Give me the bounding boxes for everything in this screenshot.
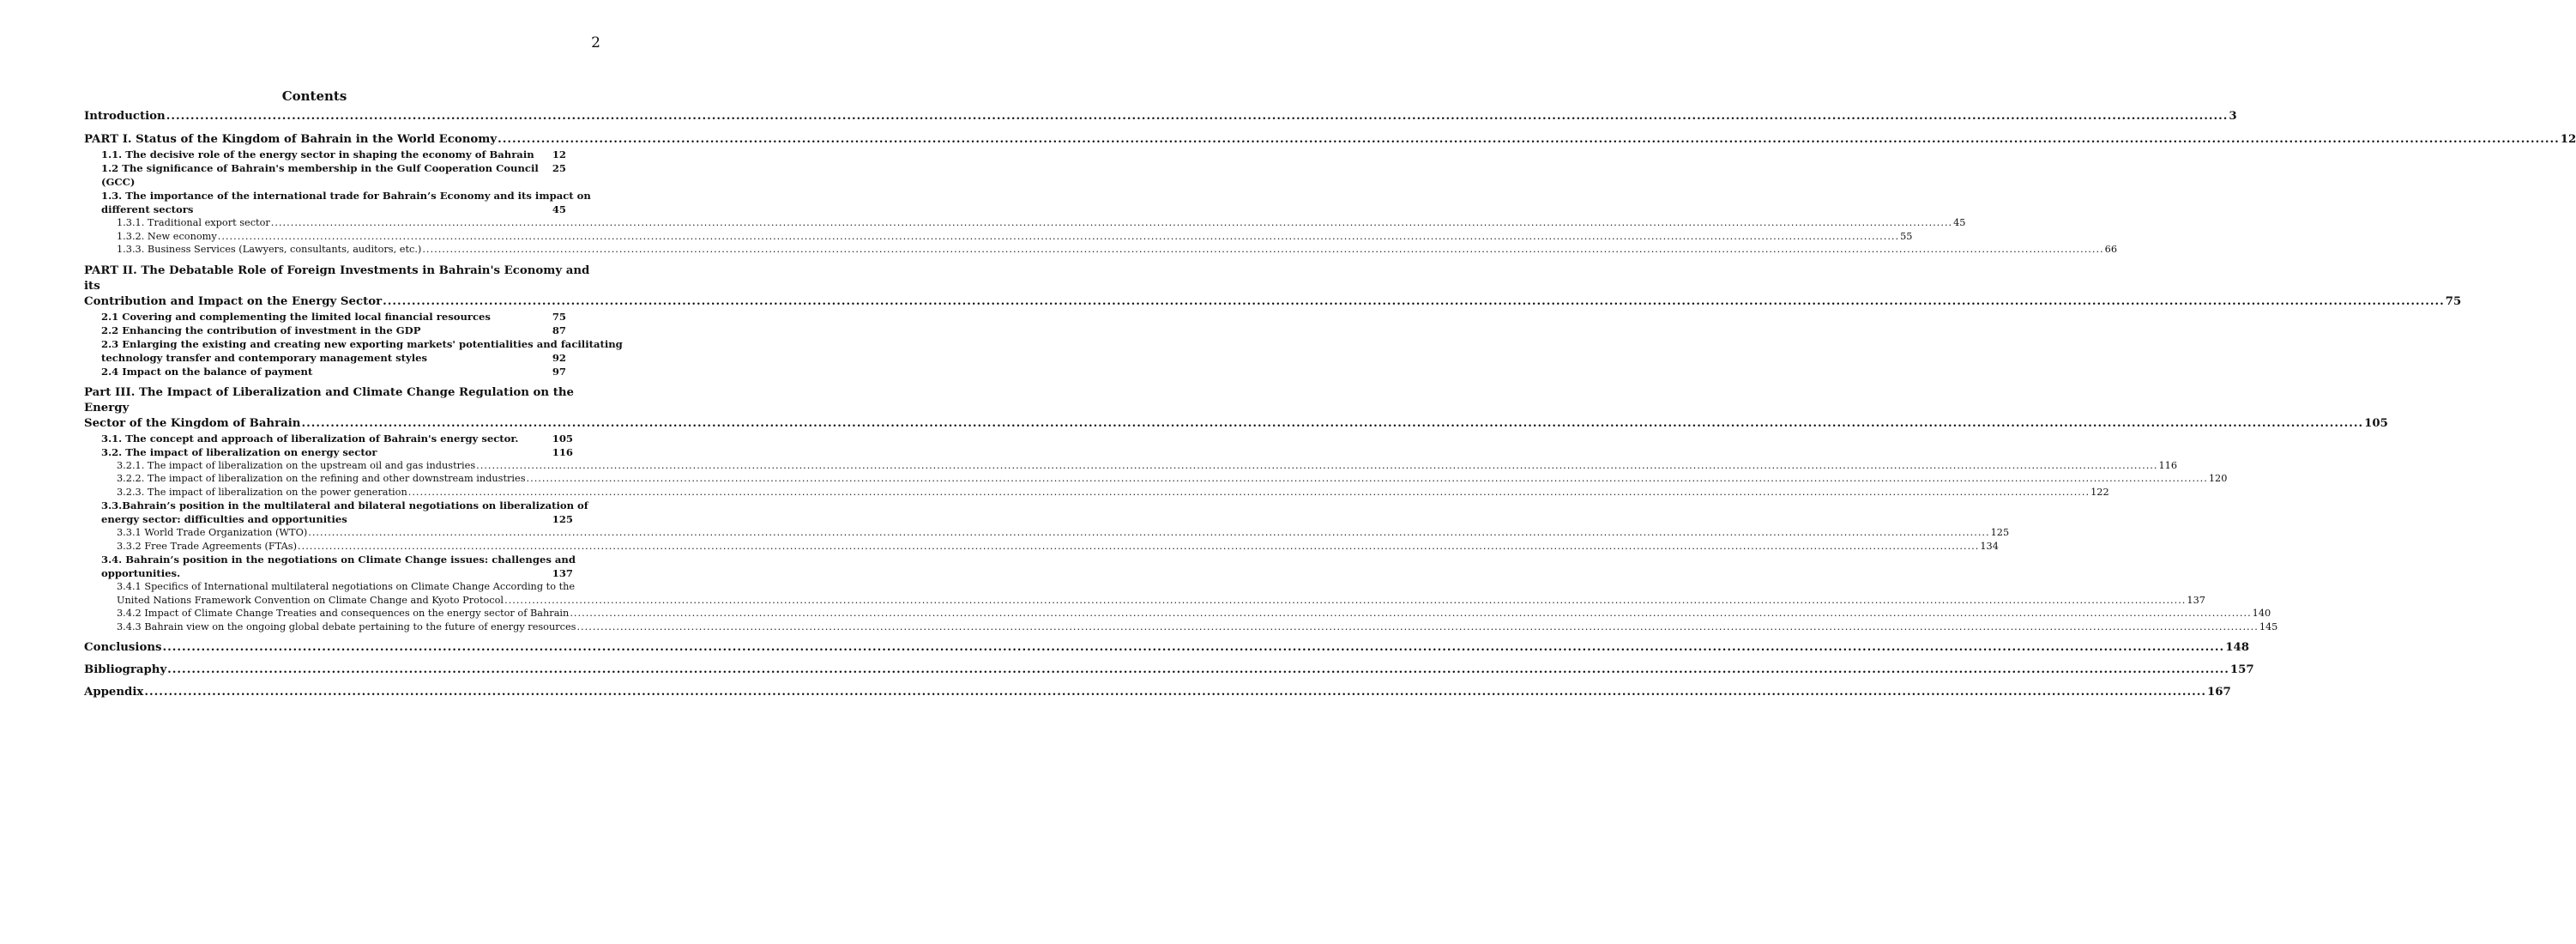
toc-entry-introduction[interactable]: Introduction ..... 3 bbox=[84, 109, 602, 124]
toc-entry-appendix[interactable]: Appendix ..... 167 bbox=[84, 685, 602, 700]
toc-entry-1-3[interactable]: 1.3. The importance of the international trade for Bahrain’s Economy and its impact on different sectors 45 bbox=[101, 190, 591, 215]
toc-entry-2-4[interactable]: 2.4 Impact on the balance of payment 97 bbox=[101, 365, 566, 378]
page-number: 2 bbox=[591, 34, 600, 51]
toc-entry-3-1[interactable]: 3.1. The concept and approach of liberalization of Bahrain's energy sector. 105 bbox=[101, 432, 573, 445]
toc-entry-3-4-3[interactable]: 3.4.3 Bahrain view on the ongoing global debate pertaining to the future of energy resources ..... 145 bbox=[84, 620, 602, 634]
toc-entry-3-2-3[interactable]: 3.2.3. The impact of liberalization on the power generation ..... 122 bbox=[84, 486, 602, 499]
toc-entry-1-3-1[interactable]: 1.3.1. Traditional export sector ..... 45 bbox=[84, 216, 602, 230]
toc-entry-2-3[interactable]: 2.3 Enlarging the existing and creating new exporting markets' potentialities and facilitating technology transfer and contemporary management styles 92 bbox=[101, 337, 623, 364]
toc-entry-1-3-2[interactable]: 1.3.2. New economy ..... 55 bbox=[84, 230, 602, 244]
toc-entry-3-3-1[interactable]: 3.3.1 World Trade Organization (WTO) ..... 125 bbox=[84, 526, 602, 540]
toc-entry-3-4[interactable]: 3.4. Bahrain’s position in the negotiations on Climate Change issues: challenges and opportunities. 137 bbox=[101, 554, 576, 579]
toc-entry-part2[interactable]: PART II. The Debatable Role of Foreign Investments in Bahrain's Economy and its Contribution and Impact on the Energy Sector ..... 75 bbox=[84, 263, 602, 310]
toc-entry-part1[interactable]: PART I. Status of the Kingdom of Bahrain in the World Economy ..... 12 bbox=[84, 132, 602, 148]
toc-entry-2-2[interactable]: 2.2 Enhancing the contribution of investment in the GDP 87 bbox=[101, 324, 566, 336]
toc-entry-3-2-2[interactable]: 3.2.2. The impact of liberalization on the refining and other downstream industries ..... 120 bbox=[84, 472, 602, 486]
toc-entry-3-4-2[interactable]: 3.4.2 Impact of Climate Change Treaties and consequences on the energy sector of Bahrain ..... 140 bbox=[84, 607, 602, 620]
toc-entry-2-1[interactable]: 2.1 Covering and complementing the limited local financial resources 75 bbox=[101, 310, 566, 323]
toc-entry-3-2[interactable]: 3.2. The impact of liberalization on energy sector 116 bbox=[101, 445, 573, 458]
toc-entry-1-3-3[interactable]: 1.3.3. Business Services (Lawyers, consultants, auditors, etc.) ..... 66 bbox=[84, 243, 602, 257]
toc-entry-3-3-2[interactable]: 3.3.2 Free Trade Agreements (FTAs) ..... 134 bbox=[84, 540, 602, 554]
toc-entry-part3[interactable]: Part III. The Impact of Liberalization and Climate Change Regulation on the Energy Sector of the Kingdom of Bahrain ..... 105 bbox=[84, 385, 602, 432]
toc-entry-3-2-1[interactable]: 3.2.1. The impact of liberalization on the upstream oil and gas industries ..... 116 bbox=[84, 459, 602, 473]
toc-entry-1-2[interactable]: 1.2 The significance of Bahrain's membership in the Gulf Cooperation Council (GCC) 25 bbox=[101, 162, 566, 188]
contents-title: Contents bbox=[281, 88, 347, 104]
toc-entry-conclusions[interactable]: Conclusions ..... 148 bbox=[84, 640, 602, 656]
toc-entry-3-4-1[interactable]: 3.4.1 Specifics of International multilateral negotiations on Climate Change According to the United Nations Framework Convention on Climate Change and Kyoto Protocol ..... 137 bbox=[84, 580, 602, 607]
table-of-contents bbox=[84, 109, 2576, 700]
toc-entry-1-1[interactable]: 1.1. The decisive role of the energy sector in shaping the economy of Bahrain 12 bbox=[101, 148, 566, 160]
toc-entry-3-3[interactable]: 3.3.Bahrain’s position in the multilateral and bilateral negotiations on liberalization of energy sector: difficulties and opportunities 125 bbox=[101, 499, 588, 525]
toc-entry-bibliography[interactable]: Bibliography ..... 157 bbox=[84, 663, 602, 678]
